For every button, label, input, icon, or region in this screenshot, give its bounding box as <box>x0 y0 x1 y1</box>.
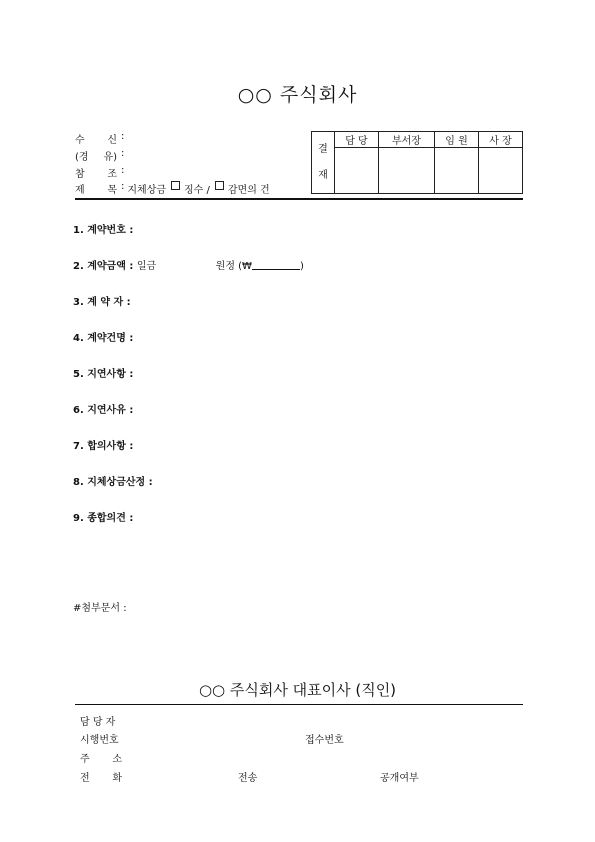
subject-prefix: 지체상금 <box>127 185 167 196</box>
approval-side-label: 결 재 <box>312 132 335 194</box>
approval-sign-staff[interactable] <box>335 148 379 194</box>
item-penalty-calculation: 8. 지체상금산정 : <box>73 477 153 488</box>
collect-checkbox[interactable] <box>171 181 180 190</box>
footer-divider <box>75 704 523 705</box>
approval-sign-president[interactable] <box>479 148 523 194</box>
reduce-checkbox[interactable] <box>215 181 224 190</box>
recipient-label: 수 신 <box>75 135 117 146</box>
approval-col-manager: 부서장 <box>378 132 434 148</box>
fax-label: 전송 <box>238 773 258 784</box>
approval-sign-executive[interactable] <box>435 148 479 194</box>
item-overall-opinion: 9. 종합의견 : <box>73 513 134 524</box>
company-title: ○○ 주식회사 <box>237 84 358 106</box>
via-row: (경 유) : <box>75 148 125 163</box>
reference-label: 참 조 <box>75 169 117 180</box>
item-contract-amount: 2. 계약금액 : 일금 원정 (₩ ) <box>73 261 304 272</box>
amount-won: 원정 (₩ <box>215 261 252 272</box>
approval-table <box>311 131 523 194</box>
recipient-row: 수 신 : <box>75 131 125 146</box>
footer-title: ○○ 주식회사 대표이사 (직인) <box>198 681 397 699</box>
item-delay-details: 5. 지연사항 : <box>73 369 134 380</box>
approval-col-president: 사 장 <box>479 132 523 148</box>
subject-option-collect: 징수 / <box>184 185 210 196</box>
attachment-label: #첨부문서 : <box>73 603 127 614</box>
reference-row: 참 조 : <box>75 165 125 180</box>
address-label: 주 소 <box>80 754 122 765</box>
approval-col-staff: 담 당 <box>335 132 379 148</box>
handler-label: 담 당 자 <box>80 717 116 728</box>
subject-label: 제 목 <box>75 185 117 196</box>
subject-row: 제 목 : 지체상금 징수 / 감면의 건 <box>75 181 270 196</box>
via-label: (경 유) <box>75 152 117 163</box>
amount-blank[interactable] <box>252 260 300 270</box>
item-contractor: 3. 계 약 자 : <box>73 297 131 308</box>
amount-suffix: ) <box>299 261 304 272</box>
item-agreement: 7. 합의사항 : <box>73 441 134 452</box>
disclosure-label: 공개여부 <box>380 773 419 784</box>
phone-label: 전 화 <box>80 773 122 784</box>
approval-sign-manager[interactable] <box>378 148 434 194</box>
item-delay-reason: 6. 지연사유 : <box>73 405 134 416</box>
item-contract-name: 4. 계약건명 : <box>73 333 134 344</box>
doc-number-label: 시행번호 <box>80 735 119 746</box>
header-divider <box>75 198 523 200</box>
item-contract-number: 1. 계약번호 : <box>73 225 134 236</box>
approval-col-executive: 임 원 <box>435 132 479 148</box>
receipt-number-label: 접수번호 <box>305 735 344 746</box>
subject-option-reduce: 감면의 건 <box>227 185 270 196</box>
amount-prefix: 일금 <box>136 261 157 272</box>
